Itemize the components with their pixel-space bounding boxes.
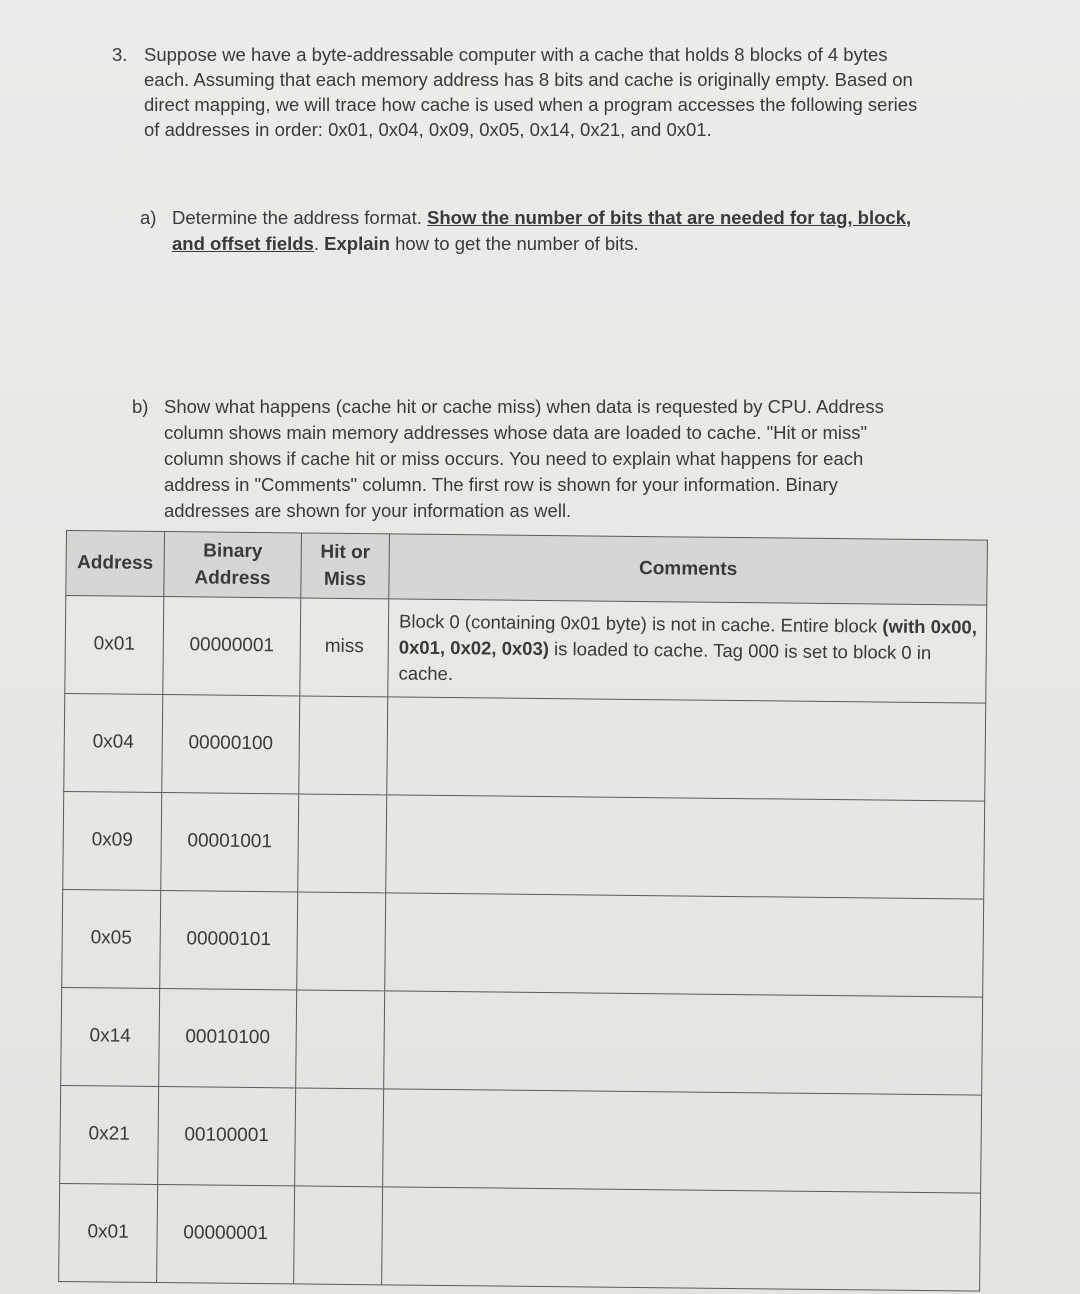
address-cell: 0x21 [60,1085,159,1184]
table-row [62,889,984,997]
table-row [65,595,987,703]
question-3-text: Suppose we have a byte-addressable computer with a cache that holds 8 blocks of 4 bytes each. Assuming that each memory address has 8 bits and cache is originally empty. Based on direct mapping, we will trace how cache is used when a program accesses the following series of addresses in order: 0x01, 0x04, 0x09, 0x05, 0x14, 0x21, and 0x01. [144,44,918,140]
comment-text-bold: (with 0x00, 0x01, 0x02, 0x03) [398,616,978,660]
binary-cell: 00000001 [157,1184,295,1283]
part-a-explain: Explain [324,233,390,254]
table-row [61,987,983,1095]
table-row [59,1183,981,1291]
binary-cell: 00001001 [161,793,299,892]
part-b-text: Show what happens (cache hit or cache miss) when data is requested by CPU. Address column shows main memory addresses whose data are loaded to cache. "Hit or miss" column shows if cache hit or miss occurs. You need to explain what happens for each address in "Comments" column. The first row is shown for your information. Binary addresses are shown for your information as well. [164,396,884,521]
address-cell: 0x04 [64,693,163,792]
comment-cell[interactable] [385,893,984,997]
comment-cell[interactable] [388,599,987,703]
hit-miss-cell[interactable] [298,794,387,893]
question-number: 3. [112,44,128,65]
header-comments: Comments [389,534,988,605]
comment-cell[interactable] [387,697,986,801]
part-a [140,205,940,257]
address-cell: 0x01 [65,595,164,694]
part-a-period: . [313,233,319,254]
part-a-label: a) [140,207,157,228]
part-a-text [172,205,940,257]
comment-text-b: is loaded to cache. Tag 000 is set to block 0 in cache. [398,638,932,685]
cache-trace-table [58,530,988,1292]
comment-cell[interactable] [383,1089,982,1193]
table-row [63,791,985,899]
binary-cell: 00100001 [158,1086,296,1185]
comment-cell[interactable] [384,991,983,1095]
address-cell: 0x09 [63,791,162,890]
hit-miss-cell[interactable] [295,1088,384,1187]
comment-cell[interactable] [386,795,985,899]
part-a-emphasis: Show the number of bits that are needed for tag, block, and offset fields [172,207,912,254]
hit-miss-cell[interactable] [294,1186,383,1285]
address-cell: 0x01 [59,1183,158,1282]
header-address: Address [66,531,165,597]
table-row [64,693,986,801]
hit-miss-cell[interactable] [296,990,385,1089]
binary-cell: 00010100 [159,988,297,1087]
address-cell: 0x05 [62,889,161,988]
hit-miss-cell[interactable]: miss [300,598,389,697]
part-b-label: b) [132,396,149,417]
table-header-row [66,531,988,606]
hit-miss-cell[interactable] [297,892,386,991]
binary-cell: 00000001 [163,597,301,696]
comment-cell[interactable] [382,1187,981,1291]
comment-text-a: Block 0 (containing 0x01 byte) is not in cache. Entire block [398,610,883,638]
binary-cell: 00000100 [162,695,300,794]
address-cell: 0x14 [61,987,160,1086]
table-row [60,1085,982,1193]
part-b [132,394,922,524]
binary-cell: 00000101 [160,890,298,989]
part-a-text-pre: Determine the address format. [172,207,422,228]
hit-miss-cell[interactable] [299,696,388,795]
part-a-text-post: how to get the number of bits. [395,233,639,254]
header-binary-address: Binary Address [164,532,302,598]
question-3 [112,42,932,142]
header-hit-or-miss: Hit or Miss [301,533,390,599]
